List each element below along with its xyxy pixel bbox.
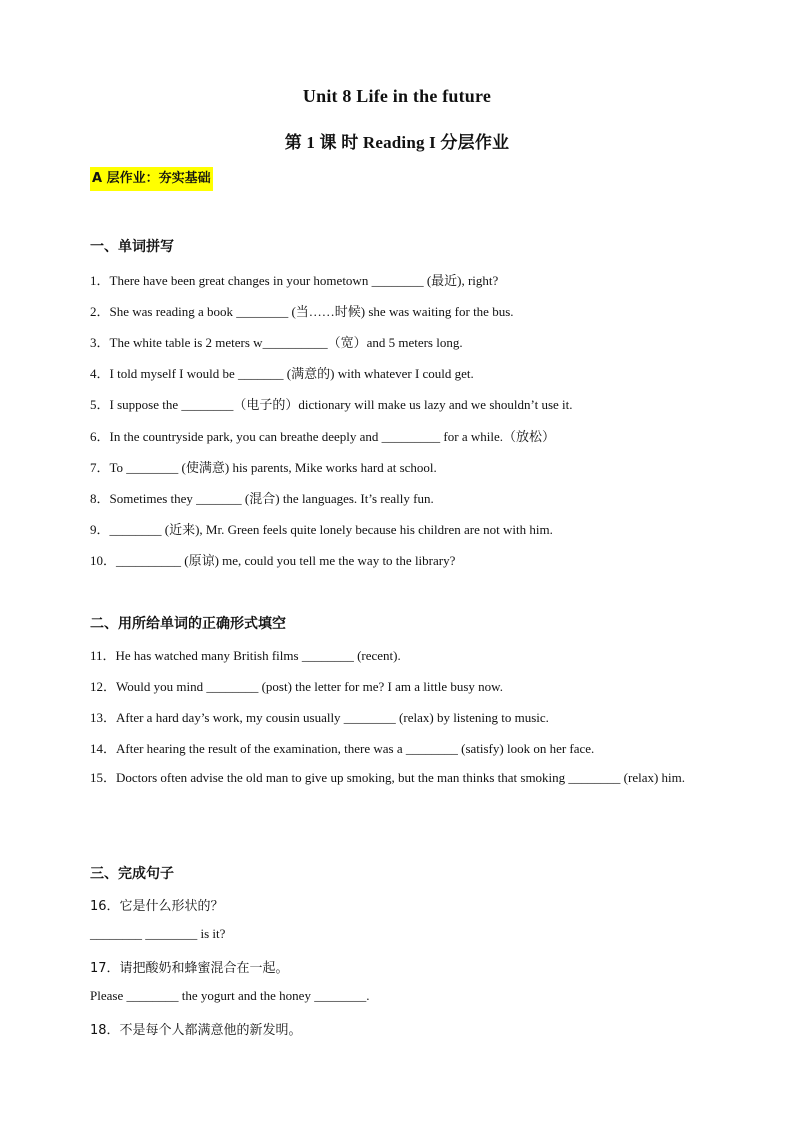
question-9: 9．________ (近来), Mr. Green feels quite lonely because his children are not with him. xyxy=(90,522,553,537)
question-2: 2．She was reading a book ________ (当……时候) she was waiting for the bus. xyxy=(90,304,514,319)
page-subtitle: 第 1 课 时 Reading I 分层作业 xyxy=(284,133,510,152)
section-heading-3: 三、完成句子 xyxy=(90,866,174,882)
question-11: 11．He has watched many British films ________ (recent). xyxy=(90,648,401,663)
question-7: 7．To ________ (使满意) his parents, Mike works hard at school. xyxy=(90,460,437,475)
level-badge: A 层作业：夯实基础 xyxy=(90,167,213,191)
question-6: 6．In the countryside park, you can breathe deeply and _________ for a while.（放松） xyxy=(90,429,555,444)
question-17-answer: Please ________ the yogurt and the honey ________. xyxy=(90,988,370,1003)
question-16-answer: ________ ________ is it? xyxy=(90,926,226,941)
question-14: 14．After hearing the result of the examination, there was a ________ (satisfy) look on her face. xyxy=(90,741,595,756)
question-18-prompt: 18．不是每个人都满意他的新发明。 xyxy=(90,1023,302,1038)
question-5: 5．I suppose the ________（电子的）dictionary will make us lazy and we shouldn’t use it. xyxy=(90,397,573,412)
question-13: 13．After a hard day’s work, my cousin usually ________ (relax) by listening to music. xyxy=(90,710,549,725)
section-heading-2: 二、用所给单词的正确形式填空 xyxy=(90,616,286,632)
question-3: 3．The white table is 2 meters w__________（宽）and 5 meters long. xyxy=(90,335,463,350)
question-1: 1．There have been great changes in your hometown ________ (最近), right? xyxy=(90,273,499,288)
question-16-prompt: 16．它是什么形状的？ xyxy=(90,899,224,914)
page-title: Unit 8 Life in the future xyxy=(302,86,492,106)
question-12: 12．Would you mind ________ (post) the letter for me? I am a little busy now. xyxy=(90,679,503,694)
question-10: 10．__________ (原谅) me, could you tell me the way to the library? xyxy=(90,553,456,568)
question-8: 8．Sometimes they _______ (混合) the languages. It’s really fun. xyxy=(90,491,434,506)
section-heading-1: 一、单词拼写 xyxy=(90,239,174,255)
question-15: 15．Doctors often advise the old man to give up smoking, but the man thinks that smoking ________ (relax) him. xyxy=(90,770,686,785)
question-4: 4．I told myself I would be _______ (满意的) with whatever I could get. xyxy=(90,366,474,381)
question-17-prompt: 17．请把酸奶和蜂蜜混合在一起。 xyxy=(90,961,289,976)
